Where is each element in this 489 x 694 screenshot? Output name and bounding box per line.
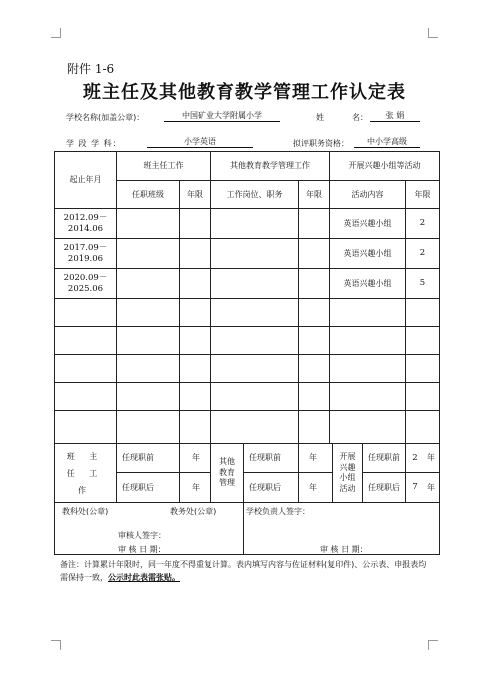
subheader-years-2: 年限 bbox=[306, 189, 322, 199]
footer-note-text: 备注：计算累计年限时，同一年度不得重复计算。表内填写内容与佐证材料(复印件)、公示表、申报表均需保持一致， bbox=[60, 560, 427, 582]
row-1-years: 2 bbox=[419, 218, 426, 229]
school-value: 中国矿业大学附属小学 bbox=[164, 110, 280, 122]
office-seal-2: 教务处(公章) bbox=[170, 507, 217, 516]
summary-other-after-unit: 年 bbox=[309, 482, 317, 492]
summary-interest-label: 开展兴趣小组活动 bbox=[339, 452, 356, 493]
summary-headteacher-after: 任现职后 bbox=[122, 482, 154, 492]
row-1-period-end: 2014.06 bbox=[67, 223, 104, 234]
summary-interest-before-years: 2 bbox=[412, 452, 418, 463]
header-period: 起止年月 bbox=[69, 175, 102, 184]
leader-signature-label: 学校负责人签字： bbox=[246, 507, 310, 516]
summary-other-before-unit: 年 bbox=[309, 453, 317, 462]
review-date-label-2: 审 核 日 期： bbox=[320, 545, 368, 554]
row-2-activity: 英语兴趣小组 bbox=[343, 248, 392, 258]
summary-headteacher-before: 任现职前 bbox=[122, 453, 154, 462]
row-1-activity: 英语兴趣小组 bbox=[343, 218, 392, 228]
subheader-activity: 活动内容 bbox=[351, 189, 384, 199]
reviewer-signature-label: 审核人签字： bbox=[118, 531, 166, 540]
summary-other-after: 任现职后 bbox=[249, 482, 281, 492]
school-label: 学校名称(加盖公章)： bbox=[66, 113, 145, 122]
row-3-period-start: 2020.09－ bbox=[63, 272, 108, 283]
summary-interest-after-unit: 年 bbox=[427, 482, 435, 492]
row-3-activity: 英语兴趣小组 bbox=[343, 278, 392, 288]
header-headteacher-work: 班主任工作 bbox=[143, 161, 184, 170]
row-3-period bbox=[55, 269, 116, 298]
row-3-period-end: 2025.06 bbox=[67, 283, 104, 294]
rank-value: 中小学高级 bbox=[354, 136, 420, 148]
subheader-class: 任职班级 bbox=[132, 189, 164, 199]
row-2-period-start: 2017.09－ bbox=[63, 242, 108, 253]
page-title: 班主任及其他教育教学管理工作认定表 bbox=[83, 82, 406, 103]
footer-note bbox=[60, 558, 432, 584]
summary-headteacher-label: 班 主 任 工 作 bbox=[66, 451, 104, 495]
summary-headteacher-after-unit: 年 bbox=[192, 482, 200, 492]
name-label-2: 名： bbox=[352, 113, 368, 122]
row-2-period-end: 2019.06 bbox=[67, 253, 104, 264]
review-date-label: 审 核 日 期： bbox=[118, 545, 166, 554]
stage-label: 学 段 学 科： bbox=[66, 139, 122, 148]
row-2-period bbox=[55, 239, 116, 268]
summary-interest-before-unit: 年 bbox=[427, 453, 435, 462]
office-seal-1: 教科处(公章) bbox=[62, 507, 109, 516]
summary-headteacher-before-unit: 年 bbox=[192, 453, 200, 462]
summary-interest-after-years: 7 bbox=[412, 482, 418, 493]
subheader-years-1: 年限 bbox=[187, 189, 203, 199]
summary-interest-before: 任现职前 bbox=[368, 453, 400, 462]
header-interest-group: 开展兴趣小组等活动 bbox=[348, 161, 421, 170]
summary-other-label: 其他教育管理 bbox=[219, 457, 235, 488]
footer-note-emphasis: 公示时此表需张贴。 bbox=[108, 573, 180, 582]
summary-interest-after: 任现职后 bbox=[368, 482, 400, 492]
row-1-period-start: 2012.09－ bbox=[63, 212, 108, 223]
subheader-post: 工作岗位、职务 bbox=[226, 189, 283, 199]
rank-label: 拟评职务资格： bbox=[293, 139, 349, 148]
name-value: 张 娟 bbox=[370, 110, 420, 122]
name-label-1: 姓 bbox=[316, 113, 324, 122]
summary-other-before: 任现职前 bbox=[249, 453, 281, 462]
header-other-management: 其他教育教学管理工作 bbox=[230, 161, 310, 170]
subheader-years-3: 年限 bbox=[414, 189, 431, 199]
row-1-period bbox=[55, 209, 116, 238]
attachment-label: 附件 1-6 bbox=[67, 62, 115, 76]
row-2-years: 2 bbox=[419, 248, 426, 259]
row-3-years: 5 bbox=[419, 278, 426, 289]
stage-value: 小学英语 bbox=[147, 136, 253, 148]
